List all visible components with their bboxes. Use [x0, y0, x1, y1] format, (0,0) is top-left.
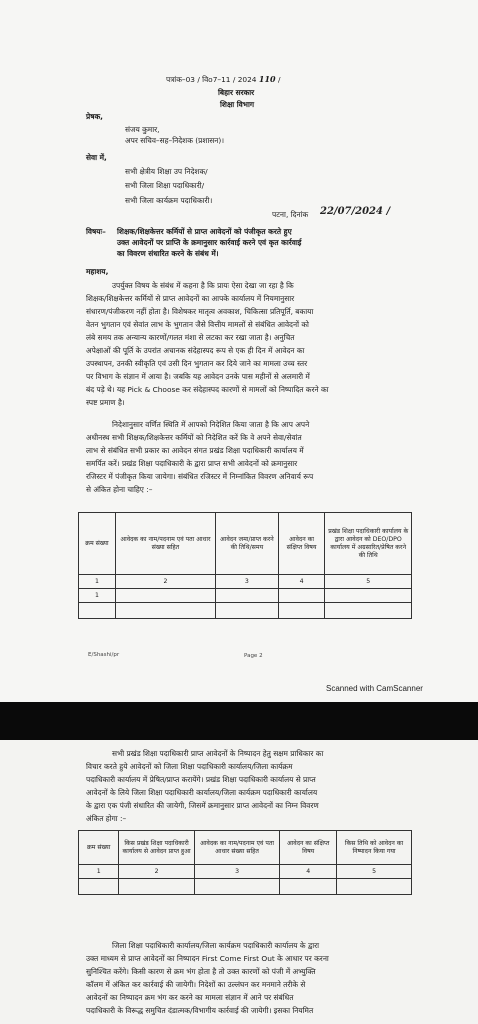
text-line: जिला शिक्षा पदाधिकारी कार्यालय/जिला कार्यक्रम पदाधिकारी कार्यालय के द्वारा	[112, 941, 320, 950]
dept-heading: शिक्षा विभाग	[220, 100, 255, 109]
register-table-2	[78, 830, 412, 895]
date-handwritten: 22/07/2024 /	[320, 206, 391, 217]
text-line: संधारण/पंजीकरण नहीं होता है। विशेषकर मातृत्व अवकाश, चिकित्सा प्रतिपूर्ति, बकाया	[86, 307, 314, 316]
table-header: प्रखंड शिक्षा पदाधिकारी कार्यालय के द्वारा आवेदन को DEO/DPO कार्यालय में अग्रसारित/प्रेषित करने की तिथि	[325, 513, 412, 575]
text-line: लंबे समय तक अन्यान्य कारणों/गलत मंशा से लटका कर रखा जाता है। अनुचित	[86, 333, 295, 342]
text-line: शिक्षक/शिक्षकेत्तर कर्मियों से प्राप्त आवेदनों का आपके कार्यालय में नियमानुसार	[86, 294, 295, 303]
column-number: 4	[280, 865, 337, 879]
text-line: पदाधिकारी कार्यालय में प्रेषित/प्राप्त करायेंगे। प्रखंड शिक्षा पदाधिकारी कार्यालय से प्राप्त	[86, 775, 316, 784]
column-number: 3	[194, 865, 280, 879]
column-number: 2	[115, 575, 215, 589]
recipient-line: सभी जिला कार्यक्रम पदाधिकारी।	[125, 196, 213, 205]
reference-number: 110	[258, 74, 276, 84]
table-cell	[115, 603, 215, 619]
text-line: के द्वारा एक पंजी संधारित की जायेगी, जिसमें क्रमानुसार प्राप्त आवेदनों का निम्न विवरण	[86, 801, 319, 810]
column-number: 1	[79, 865, 119, 879]
table-cell: 1	[79, 589, 116, 603]
table-header: किस प्रखंड शिक्षा पदाधिकारी कार्यालय से आवेदन प्राप्त हुआ	[119, 831, 194, 865]
table-header: आवेदन जमा/प्राप्त करने की तिथि/समय	[216, 513, 279, 575]
table-cell	[325, 589, 412, 603]
reference-line	[166, 74, 280, 85]
page-separator	[0, 702, 478, 740]
text-line: उक्त माध्यम से प्राप्त आवेदनों का निष्पादन First Come First Out के आधार पर करना	[86, 954, 329, 963]
footer-left: E/Shashi/pr	[88, 652, 120, 658]
text-line: सभी प्रखंड शिक्षा पदाधिकारी प्राप्त आवेदनों के निष्पादन हेतु सक्षम प्राधिकार का	[112, 749, 324, 758]
text-line: रजिस्टर में पंजीकृत किया जायेगा। संबंधित रजिस्टर में निम्नांकित विवरण अनिवार्य रूप	[86, 472, 314, 481]
recipient-line: सभी क्षेत्रीय शिक्षा उप निदेशक/	[125, 167, 208, 176]
reference-prefix: पत्रांक–03 / विo7–11 / 2024	[166, 75, 257, 84]
sender-label: प्रेषक,	[86, 112, 103, 121]
scanner-watermark: Scanned with CamScanner	[326, 684, 423, 693]
text-line: लाभ से संबंधित सभी प्रकार का आवेदन संगत प्रखंड शिक्षा पदाधिकारी कार्यालय में	[86, 446, 304, 455]
column-number: 2	[119, 865, 194, 879]
text-line: आवेदनों के लिये जिला शिक्षा पदाधिकारी कार्यालय/जिला कार्यक्रम पदाधिकारी कार्यालय	[86, 788, 318, 797]
table-header: किस तिथि को आवेदन का निष्पादन किया गया	[337, 831, 412, 865]
reference-suffix: /	[277, 75, 281, 84]
table-cell	[79, 603, 116, 619]
text-line: आवेदनों का निष्पादन क्रम भंग कर करने का मामला संज्ञान में आने पर संबंधित	[86, 993, 294, 1002]
subject-line: उक्त आवेदनों पर प्राप्ति के क्रमानुसार कार्रवाई करने एवं कृत कार्रवाई	[117, 238, 302, 247]
table-header: आवेदन का संक्षिप्त विषय	[278, 513, 325, 575]
text-line: स्पष्ट प्रमाण है।	[86, 398, 125, 407]
table-cell	[278, 603, 325, 619]
salutation: महाशय,	[86, 267, 109, 276]
table-header: आवेदक का नाम/पदनाम एवं पता आधार संख्या सहित	[194, 831, 280, 865]
table-header: आवेदन का संक्षिप्त विषय	[280, 831, 337, 865]
column-number: 5	[337, 865, 412, 879]
text-line: सुनिश्चित करेंगे। किसी कारण से क्रम भंग होता है तो उक्त कारणों को पंजी में अभ्युक्ति	[86, 967, 316, 976]
subject-line: शिक्षक/शिक्षकेत्तर कर्मियों से प्राप्त आवेदनों को पंजीकृत करते हुए	[117, 227, 292, 236]
text-line: उपस्थापन, उनकी स्वीकृति एवं उसी दिन भुगतान कर दिये जाने का मामला उच्च स्तर	[86, 359, 308, 368]
place-date-label: पटना, दिनांक	[272, 210, 309, 219]
govt-heading: बिहार सरकार	[218, 88, 255, 97]
table-header: क्रम संख्या	[79, 513, 116, 575]
table-cell	[216, 603, 279, 619]
table-cell	[119, 879, 194, 895]
table-cell	[278, 589, 325, 603]
text-line: वेतन भुगतान एवं सेवांत लाभ के भुगतान जैसे वित्तीय मामलों से संबंधित आवेदनों को	[86, 320, 309, 329]
text-line: पदाधिकारी के विरूद्ध समुचित दंडात्मक/विभागीय कार्रवाई की जायेगी। इसका नियमित	[86, 1006, 314, 1015]
text-line: अधीनस्थ सभी शिक्षक/शिक्षकेत्तर कर्मियों को निदेशित करें कि वे अपने सेवा/सेवांत	[86, 433, 302, 442]
text-line: निदेशानुसार वर्णित स्थिति में आपको निदेशित किया जाता है कि आप अपने	[112, 420, 310, 429]
table-header: क्रम संख्या	[79, 831, 119, 865]
table-cell	[280, 879, 337, 895]
column-number: 5	[325, 575, 412, 589]
column-number: 4	[278, 575, 325, 589]
column-number: 1	[79, 575, 116, 589]
table-cell	[325, 603, 412, 619]
sender-name: संजय कुमार,	[125, 125, 160, 134]
subject-line: का विवरण संधारित करने के संबंध में।	[117, 249, 219, 258]
footer-page-number: Page 2	[244, 653, 263, 659]
text-line: कॉलम में अंकित कर कार्रवाई की जायेगी। निदेशों का उल्लंघन कर मनमाने तरीके से	[86, 980, 306, 989]
column-number: 3	[216, 575, 279, 589]
table-cell	[79, 879, 119, 895]
text-line: अंकित होगा :–	[86, 814, 127, 823]
recipient-line: सभी जिला शिक्षा पदाधिकारी/	[125, 181, 205, 190]
text-line: से अंकित होना चाहिए :–	[86, 485, 153, 494]
document-page-2	[0, 740, 478, 1024]
sender-designation: अपर सचिव–सह–निदेशक (प्रशासन)।	[125, 136, 225, 145]
table-header: आवेदक का नाम/पदनाम एवं पता आधार संख्या सहित	[115, 513, 215, 575]
text-line: समर्पित करें। प्रखंड शिक्षा पदाधिकारी के द्वारा प्राप्त सभी आवेदनों को क्रमानुसार	[86, 459, 298, 468]
subject-label: विषयः–	[86, 227, 106, 236]
text-line: अपेक्षाओं की पूर्ति के उपरांत अचानक संदेहास्पद रूप से एक ही दिन में आवेदन का	[86, 346, 305, 355]
text-line: पर विभाग के संज्ञान में आया है। जबकि यह आवेदन उनके पास महीनों से अलमारी में	[86, 372, 310, 381]
table-cell	[194, 879, 280, 895]
register-table-1	[78, 512, 412, 619]
table-cell	[216, 589, 279, 603]
text-line: उपर्युक्त विषय के संबंध में कहना है कि प्रायः ऐसा देखा जा रहा है कि	[112, 281, 294, 290]
text-line: विचार करते हुये आवेदनों को जिला शिक्षा पदाधिकारी कार्यालय/जिला कार्यक्रम	[86, 762, 293, 771]
text-line: बंद पड़े थे। यह Pick & Choose कर संदेहास्पद कारणों से मामलों को निष्पादित करने का	[86, 385, 329, 394]
to-label: सेवा में,	[86, 153, 107, 162]
table-cell	[115, 589, 215, 603]
table-cell	[337, 879, 412, 895]
